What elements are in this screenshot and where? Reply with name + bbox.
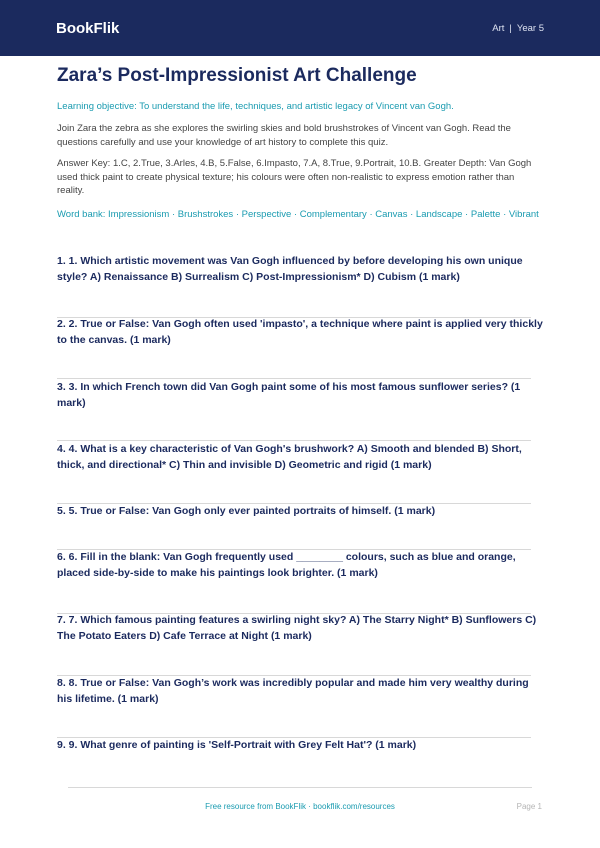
question-4: 4. 4. What is a key characteristic of Van Gogh's brushwork? A) Smooth and blended B) Short, thick, and directional* C) Thin and invisible D) Geometric and rigid (1 mark) [57, 443, 522, 471]
page-number: Page 1 [516, 802, 542, 811]
question-2: 2. 2. True or False: Van Gogh often used 'impasto', a technique where paint is applied very thickly to the canvas. (1 mark) [57, 318, 543, 346]
word-separator: · [503, 208, 507, 220]
question-3: 3. 3. In which French town did Van Gogh paint some of his most famous sunflower series? (1 mark) [57, 381, 521, 409]
footer-link[interactable]: Free resource from BookFlik · bookflik.com/resources [205, 802, 395, 811]
learning-objective: Learning objective: To understand the life, techniques, and artistic legacy of Vincent van Gogh. [57, 101, 454, 112]
word-separator: · [171, 208, 176, 220]
meta-separator: | [509, 22, 512, 34]
question-9: 9. 9. What genre of painting is 'Self-Portrait with Grey Felt Hat'? (1 mark) [57, 739, 417, 751]
word-separator: · [293, 208, 298, 220]
question-6: 6. 6. Fill in the blank: Van Gogh frequently used ________ colours, such as blue and orange, placed side-by-side to make his paintings look brighter. (1 mark) [57, 551, 516, 579]
word-bank-item: Canvas [375, 208, 408, 220]
brand-logo: BookFlik [56, 19, 120, 37]
word-bank-item: Complementary [299, 208, 367, 220]
word-bank-label: Word bank: [57, 208, 106, 220]
word-bank-item: Impressionism [108, 208, 170, 220]
question-7: 7. 7. Which famous painting features a swirling night sky? A) The Starry Night* B) Sunflowers C) The Potato Eaters D) Cafe Terrace at Night (1 mark) [57, 614, 537, 642]
word-separator: · [410, 208, 414, 220]
page-title: Zara’s Post-Impressionist Art Challenge [57, 65, 417, 86]
intro-section [57, 64, 543, 237]
word-separator: · [465, 208, 469, 220]
word-bank-item: Perspective [241, 208, 292, 220]
year-label: Year 5 [516, 22, 544, 34]
word-separator: · [369, 208, 373, 220]
header-meta [492, 23, 544, 34]
answer-key: Answer Key: 1.C, 2.True, 3.Arles, 4.B, 5.False, 6.Impasto, 7.A, 8.True, 9.Portrait, 10.B. Greater Depth: Van Gogh used thick paint to create physical texture; his colours were often non-realistic to express emotion rather than reality. [57, 158, 532, 196]
word-bank-item: Vibrant [508, 208, 539, 220]
word-bank-item: Brushstrokes [177, 208, 234, 220]
page-header [0, 0, 600, 56]
footer-divider [68, 787, 532, 788]
word-bank-item: Landscape [415, 208, 463, 220]
word-bank-item: Palette [470, 208, 501, 220]
question-8: 8. 8. True or False: Van Gogh’s work was incredibly popular and made him very wealthy during his lifetime. (1 mark) [57, 677, 529, 705]
question-5: 5. 5. True or False: Van Gogh only ever painted portraits of himself. (1 mark) [57, 505, 436, 517]
subject-label: Art [492, 22, 505, 34]
word-bank [57, 208, 543, 222]
word-separator: · [235, 208, 239, 220]
intro-paragraph: Join Zara the zebra as she explores the swirling skies and bold brushstrokes of Vincent van Gogh. Read the questions carefully and use your knowledge of art history to complete this quiz. [57, 123, 511, 148]
question-1: 1. 1. Which artistic movement was Van Gogh influenced by before developing his own unique style? A) Renaissance B) Surrealism C) Post-Impressionism* D) Cubism (1 mark) [57, 255, 523, 283]
